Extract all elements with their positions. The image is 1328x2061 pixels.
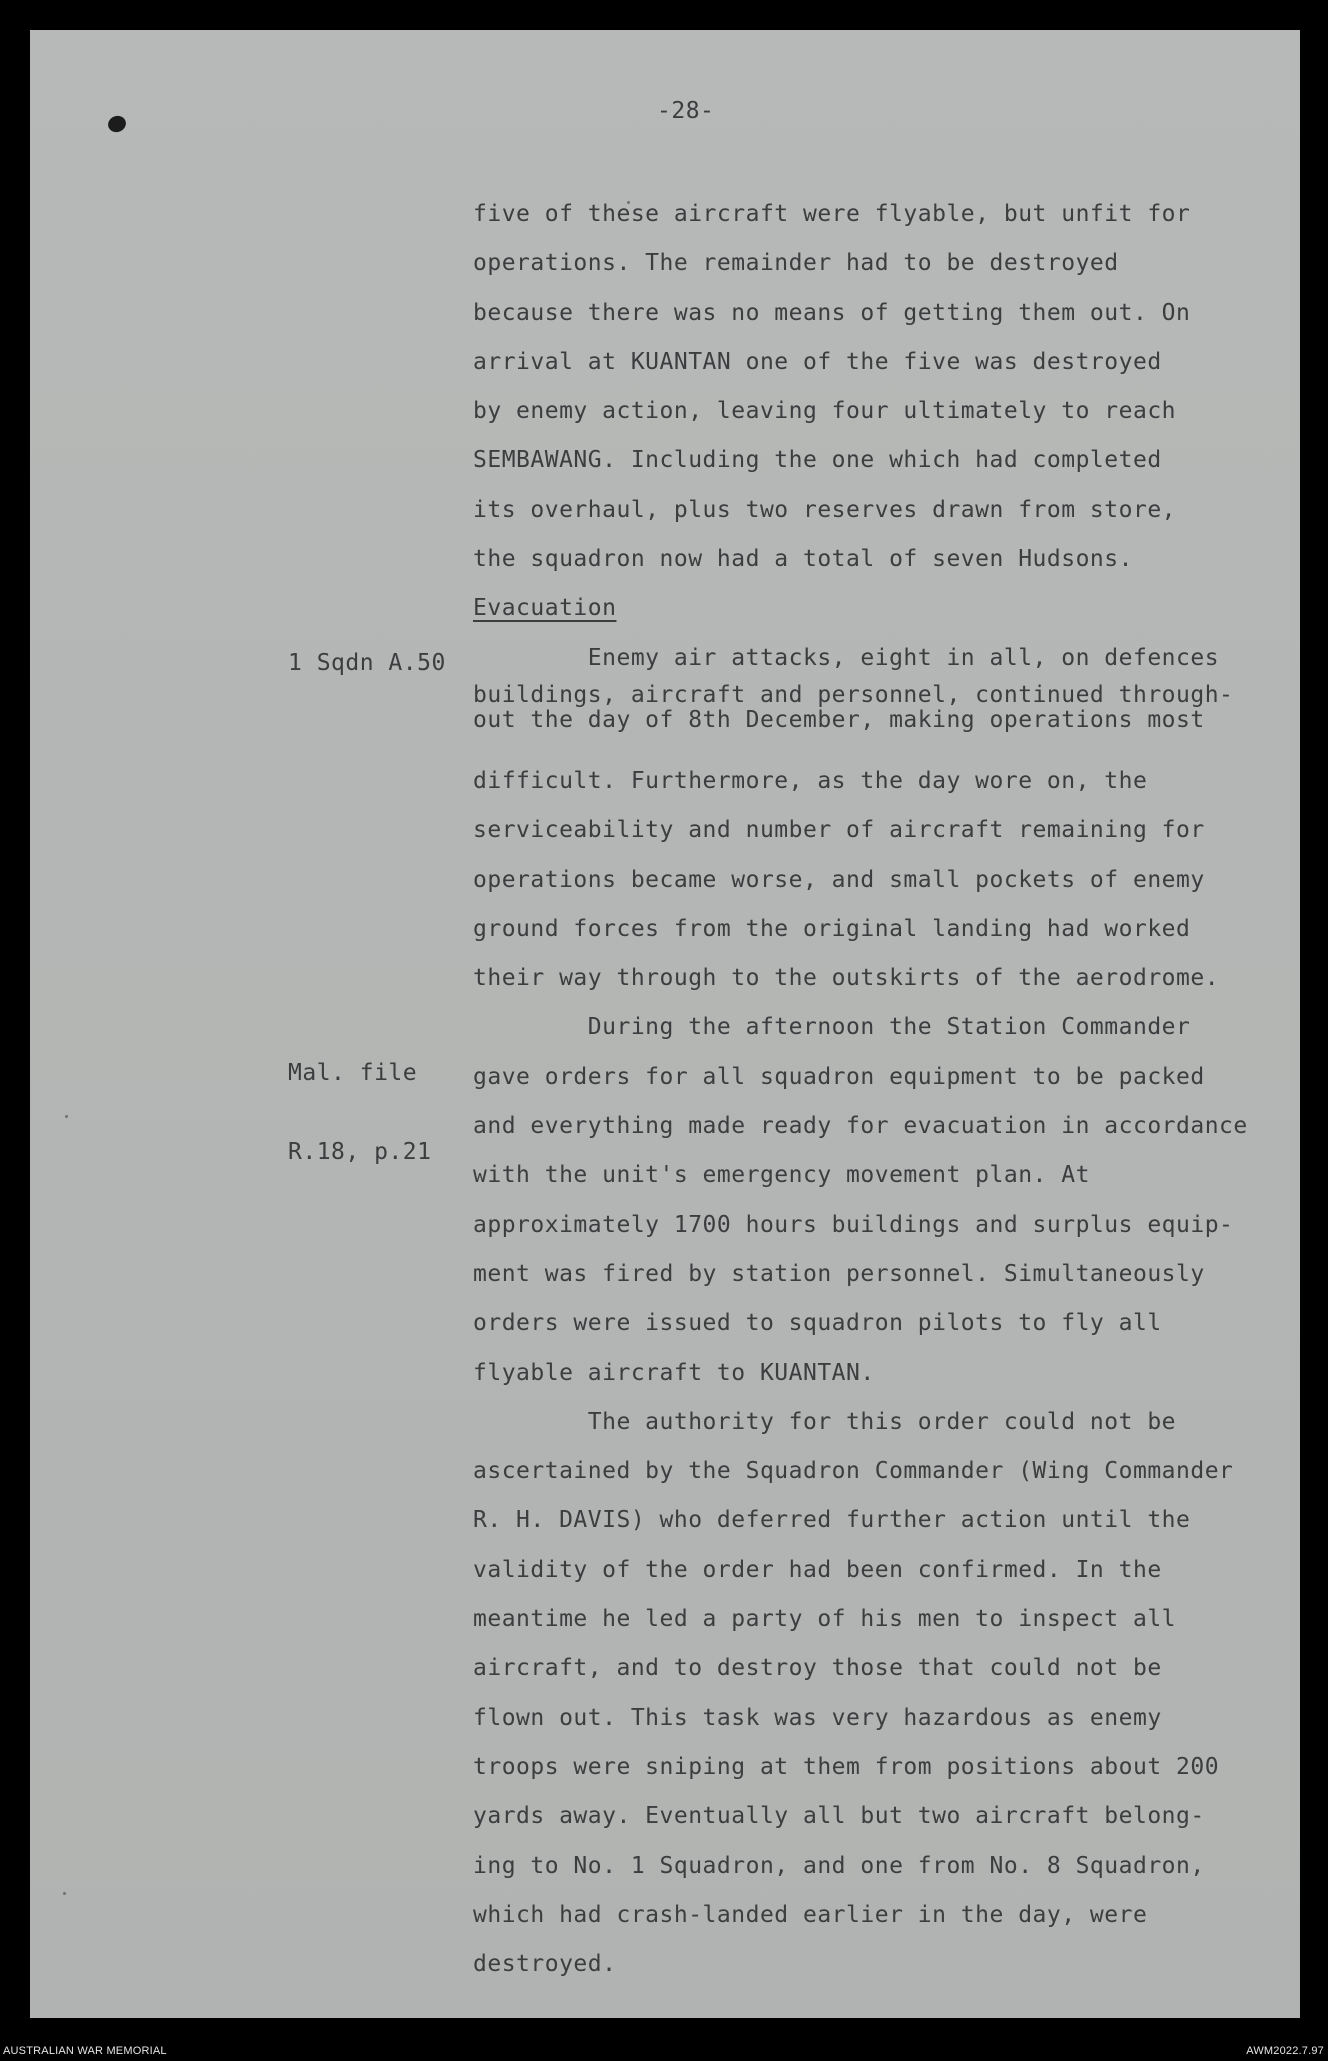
- text-line: the squadron now had a total of seven Hudsons.: [473, 546, 1133, 573]
- footer-accession-number: AWM2022.7.97: [1246, 2045, 1324, 2057]
- text-line: flyable aircraft to KUANTAN.: [473, 1359, 875, 1386]
- text-line: flown out. This task was very hazardous as enemy: [473, 1704, 1162, 1731]
- text-line: and everything made ready for evacuation in accordance: [473, 1113, 1248, 1140]
- text-line: ground forces from the original landing had worked: [473, 915, 1191, 942]
- text-line: operations. The remainder had to be destroyed: [473, 250, 1119, 277]
- text-line: its overhaul, plus two reserves drawn from store,: [473, 496, 1177, 523]
- text-line: meantime he led a party of his men to inspect all: [473, 1606, 1177, 1633]
- paragraph: [473, 634, 1300, 1004]
- paragraph: [473, 1398, 1300, 1990]
- text-line: validity of the order had been confirmed. In the: [473, 1556, 1162, 1583]
- paper-speck: [65, 1115, 68, 1118]
- text-line: by enemy action, leaving four ultimately to reach: [473, 398, 1177, 425]
- text-line: aircraft, and to destroy those that could not be: [473, 1655, 1162, 1682]
- text-line: ing to No. 1 Squadron, and one from No. 8 Squadron,: [473, 1852, 1205, 1879]
- margin-reference-mal-file: [288, 1008, 431, 1218]
- text-line: approximately 1700 hours buildings and surplus equip-: [473, 1211, 1234, 1238]
- typed-body: [473, 190, 1300, 1989]
- margin-reference-1sqdn: [288, 587, 446, 740]
- text-line: ascertained by the Squadron Commander (Wing Commander: [473, 1458, 1234, 1485]
- text-line: out the day of 8th December, making operations most: [473, 706, 1205, 733]
- text-line: destroyed.: [473, 1951, 617, 1978]
- text-line: buildings, aircraft and personnel, continued through-: [473, 681, 1234, 708]
- text-line: arrival at KUANTAN one of the five was destroyed: [473, 348, 1162, 375]
- text-line: R. H. DAVIS) who deferred further action until the: [473, 1507, 1191, 1534]
- text-line: SEMBAWANG. Including the one which had completed: [473, 447, 1162, 474]
- section-heading: Evacuation: [473, 595, 617, 622]
- paragraph: [473, 1003, 1300, 1397]
- margin-ref-text: 1 Sqdn A.50: [288, 650, 446, 676]
- text-line: Enemy air attacks, eight in all, on defences: [473, 644, 1220, 671]
- text-line: orders were issued to squadron pilots to fly all: [473, 1310, 1162, 1337]
- text-line: with the unit's emergency movement plan. At: [473, 1162, 1090, 1189]
- text-line: difficult. Furthermore, as the day wore on, the: [473, 767, 1148, 794]
- text-line: their way through to the outskirts of the aerodrome.: [473, 965, 1220, 992]
- text-line: gave orders for all squadron equipment to be packed: [473, 1063, 1205, 1090]
- text-line: operations became worse, and small pockets of enemy: [473, 866, 1205, 893]
- text-line: because there was no means of getting them out. On: [473, 299, 1191, 326]
- paragraph: [473, 190, 1300, 584]
- footer-credit: AUSTRALIAN WAR MEMORIAL: [3, 2045, 167, 2057]
- text-line: serviceability and number of aircraft remaining for: [473, 817, 1205, 844]
- text-line: which had crash-landed earlier in the day, were: [473, 1901, 1148, 1928]
- text-line: troops were sniping at them from positions about 200: [473, 1753, 1220, 1780]
- text-line: five of these aircraft were flyable, but unfit for: [473, 201, 1191, 227]
- text-line: yards away. Eventually all but two aircraft belong-: [473, 1803, 1205, 1830]
- text-line: ment was fired by station personnel. Simultaneously: [473, 1260, 1205, 1287]
- paper-speck: [63, 1892, 66, 1895]
- margin-ref-line: R.18, p.21: [288, 1139, 432, 1165]
- punch-hole-mark: [106, 113, 128, 134]
- document-page: [30, 30, 1300, 2018]
- margin-ref-line: Mal. file: [288, 1060, 418, 1086]
- text-line: The authority for this order could not be: [473, 1408, 1177, 1435]
- section-heading-row: [473, 584, 1300, 633]
- text-line: During the afternoon the Station Commander: [473, 1014, 1191, 1041]
- page-number: -28-: [657, 98, 715, 124]
